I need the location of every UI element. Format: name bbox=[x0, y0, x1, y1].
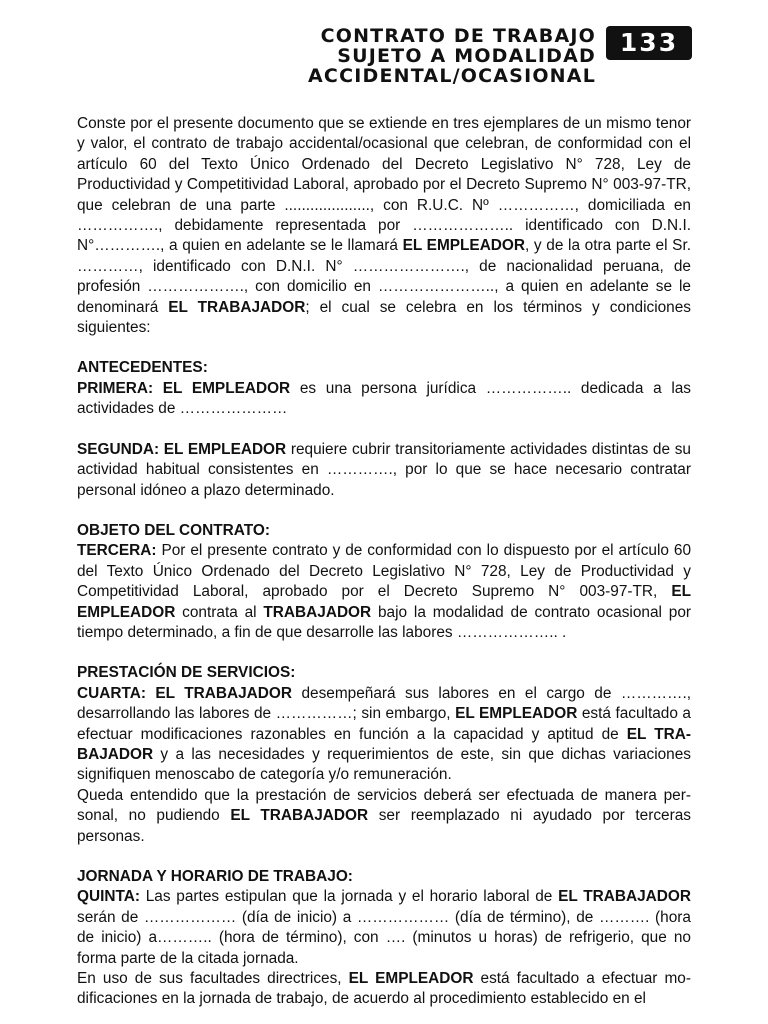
text-run: Por el presente contrato y de conformidad con lo dispuesto por el artículo 60 del Texto Único Ordenado del Decreto Legislativo N° 728, Ley de Productividad y Competitividad Laboral, aprobado por el Decreto Supremo N° 003-97-TR, bbox=[77, 542, 691, 601]
bold-term: EL EMPLEADOR bbox=[402, 237, 526, 255]
bold-term: EL EMPLEADOR bbox=[348, 970, 474, 988]
intro-paragraph bbox=[77, 114, 691, 338]
section-heading-prestacion: PRESTACIÓN DE SERVICIOS: bbox=[77, 664, 296, 682]
text-run: y a las necesidades y requerimientos de este, sin que dichas variaciones signifiquen menoscabo de categoría y/o remuneración. bbox=[77, 745, 691, 784]
text-run: es una persona jurídica …………….. dedicada a las actividades de ………………… bbox=[77, 379, 691, 418]
text-run: bajo la modalidad de contrato ocasional por tiempo determinado, a fin de que desarrolle las labores ……………….. . bbox=[77, 603, 691, 641]
bold-term: EL EMPLEADOR bbox=[77, 583, 691, 621]
clause-tercera bbox=[77, 541, 691, 643]
contract-body bbox=[77, 114, 691, 1010]
bold-term: EL TRABAJADOR bbox=[230, 807, 369, 825]
title-line-1: CONTRATO DE TRABAJO bbox=[320, 25, 596, 47]
bold-term: CUARTA: EL TRABAJADOR bbox=[77, 684, 292, 702]
bold-term: TRABAJADOR bbox=[263, 603, 372, 621]
page-number-badge: 133 bbox=[606, 26, 692, 60]
section-heading-jornada: JORNADA Y HORARIO DE TRABAJO: bbox=[77, 868, 353, 885]
text-run: Queda entendido que la prestación de servicios deberá ser efectuada de manera personal, no pudiendo bbox=[77, 786, 691, 825]
text-run: En uso de sus facultades directrices, bbox=[77, 970, 349, 988]
text-run: desempeñará sus labores en el cargo de …………., desarrollando las labores de ……………; sin embargo, bbox=[77, 684, 691, 723]
text-run: Las partes estipulan que la jornada y el horario laboral de bbox=[139, 888, 559, 906]
clause-cuarta-continued bbox=[77, 786, 691, 847]
text-run: contrata al bbox=[175, 603, 264, 621]
bold-term: QUINTA: bbox=[77, 888, 140, 906]
clause-quinta bbox=[77, 887, 691, 969]
text-run: , y de la otra parte el Sr. …………, identificado con D.N.I. N° …………………., de nacionalidad peruana, de profesión ………………., con domicilio en ………………….., a quien en adelante se le denominará bbox=[77, 237, 691, 316]
section-heading-objeto: OBJETO DEL CONTRATO: bbox=[77, 521, 270, 539]
bold-term: EL TRABAJADOR bbox=[558, 888, 691, 906]
text-run: está facultado a efectuar modificaciones razonables en función a la capacidad y aptitud de bbox=[77, 705, 691, 743]
clause-primera bbox=[77, 379, 691, 420]
text-run: ser reemplazado ni ayudado por terceras personas. bbox=[77, 807, 691, 845]
text-run: Conste por el presente documento que se extiende en tres ejemplares de un mismo tenor y valor, el contrato de trabajo accidental/ocasional que celebran, de conformidad con el artículo 60 del Texto Único Ordenado del Decreto Legislativo N° 728, Ley de Productividad y Competitividad Laboral, aprobado por el Decreto Supremo N° 003-97-TR, que celebran de una parte ...................., con R.U.C. Nº ……………, domiciliada en ……………., debidamente representada por ……………….. identificado con D.N.I. N°…………., a quien en adelante se le llamará bbox=[77, 115, 691, 255]
text-run: requiere cubrir transitoriamente actividades distintas de su actividad habitual consistentes en …………., por lo que se hace necesario contratar personal idóneo a plazo determinado. bbox=[77, 440, 691, 499]
text-run: ; el cual se celebra en los términos y condiciones siguientes: bbox=[77, 298, 691, 337]
bold-term: EL TRABAJADOR bbox=[77, 725, 691, 763]
bold-term: EL TRABAJADOR bbox=[168, 298, 306, 316]
bold-term: TERCERA: bbox=[77, 542, 157, 560]
title-line-2: SUJETO A MODALIDAD bbox=[337, 45, 596, 67]
bold-term: PRIMERA: EL EMPLEADOR bbox=[77, 379, 291, 397]
section-heading-antecedentes: ANTECEDENTES: bbox=[77, 359, 208, 377]
title-line-3: ACCIDENTAL/OCASIONAL bbox=[308, 65, 596, 87]
clause-quinta-continued bbox=[77, 969, 691, 1010]
text-run: está facultado a efectuar modificaciones en la jornada de trabajo, de acuerdo al procedimiento establecido en el bbox=[77, 970, 692, 1008]
document-title bbox=[176, 26, 596, 86]
bold-term: EL EMPLEADOR bbox=[455, 705, 578, 723]
bold-term: SEGUNDA: EL EMPLEADOR bbox=[77, 440, 287, 458]
clause-cuarta bbox=[77, 684, 691, 786]
text-run: serán de ……………… (día de inicio) a ……………… (día de término), de ………. (hora de inicio) a……….. (hora de término), con …. (minutos u horas) de refrigerio, que no forma parte de la citada jornada. bbox=[77, 908, 691, 967]
clause-segunda bbox=[77, 440, 691, 501]
